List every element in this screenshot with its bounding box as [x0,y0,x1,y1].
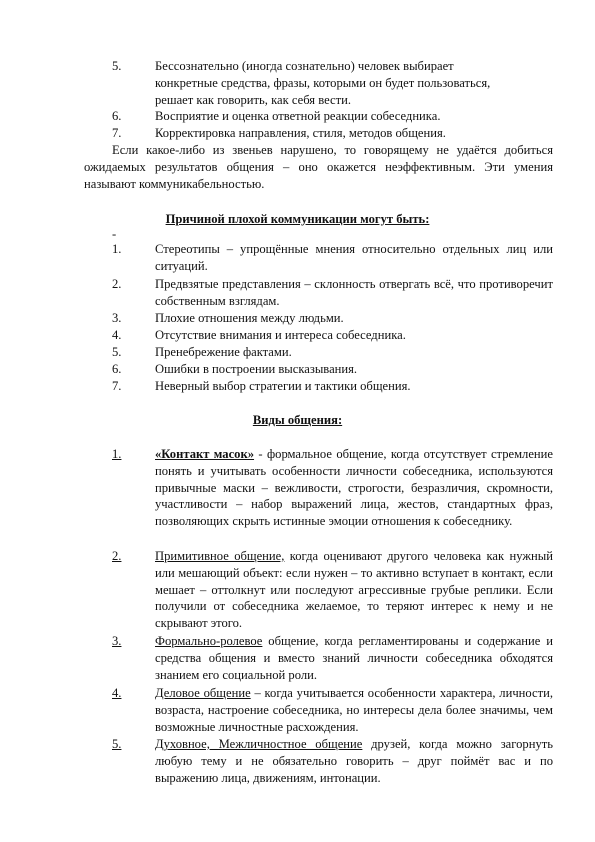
type-number: 5. [112,737,122,751]
cause-number: 7. [112,379,122,393]
cause-text: Отсутствие внимания и интереса собеседника. [155,328,406,342]
type-item [112,736,553,786]
cause-text: Плохие отношения между людьми. [155,311,344,325]
cause-number: 6. [112,362,122,376]
cause-number: 1. [112,242,122,256]
step-item [112,58,553,108]
cause-text: Предвзятые представления – склонность отвергать всё, что противоречит собственным взглядам. [155,277,553,308]
step-text [155,58,553,108]
type-description: друзей, когда можно загорнуть любую тему и не обязательно говорить – друг поймёт вас и по выражению лица, движениям, интонации. [155,737,553,785]
cause-item [112,378,553,395]
step-text: Восприятие и оценка ответной реакции собеседника. [155,109,441,123]
step-line: Бессознательно (иногда сознательно) человек выбирает [155,59,454,73]
type-lead: «Контакт масок» [155,447,255,461]
cause-item [112,361,553,378]
type-text [155,736,553,786]
type-lead: Духовное, Межличностное общение [155,737,363,751]
type-description: общение, когда регламентированы и содержание и средства общения и вместо знаний личности собеседника обходятся знанием его социальной роли. [155,634,553,682]
type-lead: Формально-ролевое [155,634,263,648]
type-description: - формальное общение, когда отсутствует стремление понять и учитывать особенности личности собеседника, используются привычные маски – вежливости, строгости, безразличия, скромности, участливости – набор выражений лица, жестов, стандартных фраз, позволяющих скрыть истинные эмоции отношения к собеседнику. [155,447,554,529]
step-number: 7. [112,126,122,140]
step-text: Корректировка направления, стиля, методов общения. [155,126,446,140]
step-line: конкретные средства, фразы, которыми он будет пользоваться, [155,75,491,90]
type-item [112,685,553,735]
causes-heading: Причиной плохой коммуникации могут быть: [165,212,430,226]
cause-item [112,276,553,310]
type-text [155,633,553,683]
cause-text: Неверный выбор стратегии и тактики общения. [155,379,411,393]
type-number: 4. [112,686,122,700]
type-text [155,446,553,530]
types-heading: Виды общения: [252,413,343,427]
type-lead: Деловое общение [155,686,251,700]
cause-number: 4. [112,328,122,342]
summary-paragraph: Если какое-либо из звеньев нарушено, то говорящему не удаётся добиться ожидаемых результатов общения – оно окажется неэффективным. Эти умения называют коммуникабельностью. [84,143,553,191]
step-line: решает как говорить, как себя вести. [155,92,351,107]
step-item [112,125,553,142]
cause-item [112,327,553,344]
type-item [112,446,553,530]
step-number: 6. [112,109,122,123]
cause-item [112,344,553,361]
cause-item [112,241,553,275]
type-number: 2. [112,549,122,563]
cause-text: Ошибки в построении высказывания. [155,362,358,376]
step-number: 5. [112,59,122,73]
type-description: – когда учитывается особенности характера, личности, возраста, настроение собеседника, но интересы дела более значимы, чем возможные личностные расхождения. [155,686,553,734]
type-text [155,685,553,735]
type-item [112,548,553,632]
cause-number: 3. [112,311,122,325]
cause-text: Стереотипы – упрощённые мнения относительно отдельных лиц или ситуаций. [155,242,553,273]
type-text [155,548,553,632]
type-item [112,633,553,683]
type-description: когда оценивают другого человека как нужный или мешающий объект: если нужен – то активно вступает в контакт, если мешает – оттолкнут или последуют агрессивные грубые реплики. Если получили от собеседника желаемое, то теряют интерес к нему и не скрывают этого. [155,549,553,631]
step-item [112,108,553,125]
type-lead: Примитивное общение, [155,549,285,563]
cause-number: 2. [112,277,122,291]
list-dash: - [112,227,117,241]
cause-text: Пренебрежение фактами. [155,345,292,359]
cause-number: 5. [112,345,122,359]
type-number: 1. [112,447,122,461]
cause-item [112,310,553,327]
type-number: 3. [112,634,122,648]
